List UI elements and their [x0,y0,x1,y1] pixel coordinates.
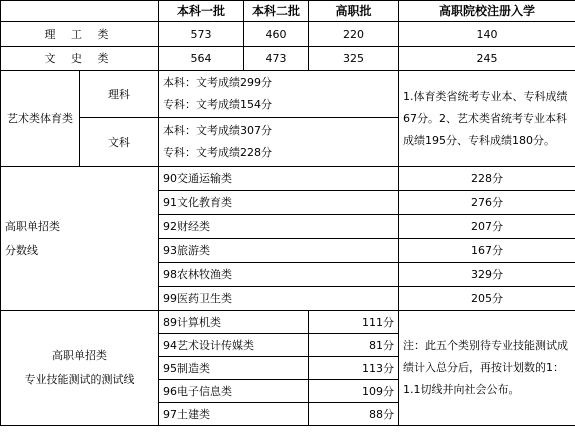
category-score: 205分 [399,287,575,311]
skill-label-line: 专业技能测试的测试线 [24,373,135,386]
row-label: 文 史 类 [1,47,159,71]
category-name: 96电子信息类 [159,380,309,403]
category-score: 167分 [399,239,575,263]
arts-note: 1.体育类省统考专业本、专科成绩67分。2、艺术类省统考专业本科成绩195分、专科成绩180分。 [399,71,575,167]
table-row [1,22,575,47]
category-name: 97土建类 [159,403,309,426]
cell: 564 [159,47,244,71]
table-row [1,311,575,334]
single-label-line: 分数线 [5,243,38,257]
category-score: 81分 [309,334,399,357]
category-score: 88分 [309,403,399,426]
arts-line: 专科：文考成绩228分 [163,146,272,159]
arts-label: 艺术类体育类 [1,71,80,167]
table-row [1,167,575,191]
single-label [1,167,159,311]
cell: 140 [399,22,575,47]
category-name: 95制造类 [159,357,309,380]
cell: 473 [244,47,309,71]
header-row [1,1,575,22]
cell: 245 [399,47,575,71]
arts-line: 专科：文考成绩154分 [163,98,272,111]
skill-note: 注：此五个类别待专业技能测试成绩计入总分后，再按计划数的1：1.1切线并向社会公布。 [399,311,575,426]
cell: 220 [309,22,399,47]
header-vocational: 高职批 [309,1,399,22]
cell: 325 [309,47,399,71]
header-tier1: 本科一批 [159,1,244,22]
arts-lines [159,118,399,167]
arts-sub-label: 文科 [80,118,159,167]
arts-sub-label: 理科 [80,71,159,118]
category-name: 94艺术设计传媒类 [159,334,309,357]
header-blank [1,1,159,22]
category-name: 91文化教育类 [159,191,399,215]
skill-label-line: 高职单招类 [52,349,107,362]
category-name: 90交通运输类 [159,167,399,191]
header-registration: 高职院校注册入学 [399,1,575,22]
cell: 460 [244,22,309,47]
category-name: 92财经类 [159,215,399,239]
category-score: 228分 [399,167,575,191]
category-name: 99医药卫生类 [159,287,399,311]
single-label-line: 高职单招类 [5,219,60,233]
table-row [1,47,575,71]
category-name: 89计算机类 [159,311,309,334]
category-score: 109分 [309,380,399,403]
category-score: 113分 [309,357,399,380]
cell: 573 [159,22,244,47]
arts-line: 本科：文考成绩299分 [163,76,272,89]
header-tier2: 本科二批 [244,1,309,22]
skill-label [1,311,159,426]
category-score: 207分 [399,215,575,239]
arts-lines [159,71,399,118]
arts-line: 本科：文考成绩307分 [163,124,272,137]
category-name: 93旅游类 [159,239,399,263]
category-score: 276分 [399,191,575,215]
category-name: 98农林牧渔类 [159,263,399,287]
table-row [1,71,575,118]
row-label: 理 工 类 [1,22,159,47]
category-score: 111分 [309,311,399,334]
category-score: 329分 [399,263,575,287]
